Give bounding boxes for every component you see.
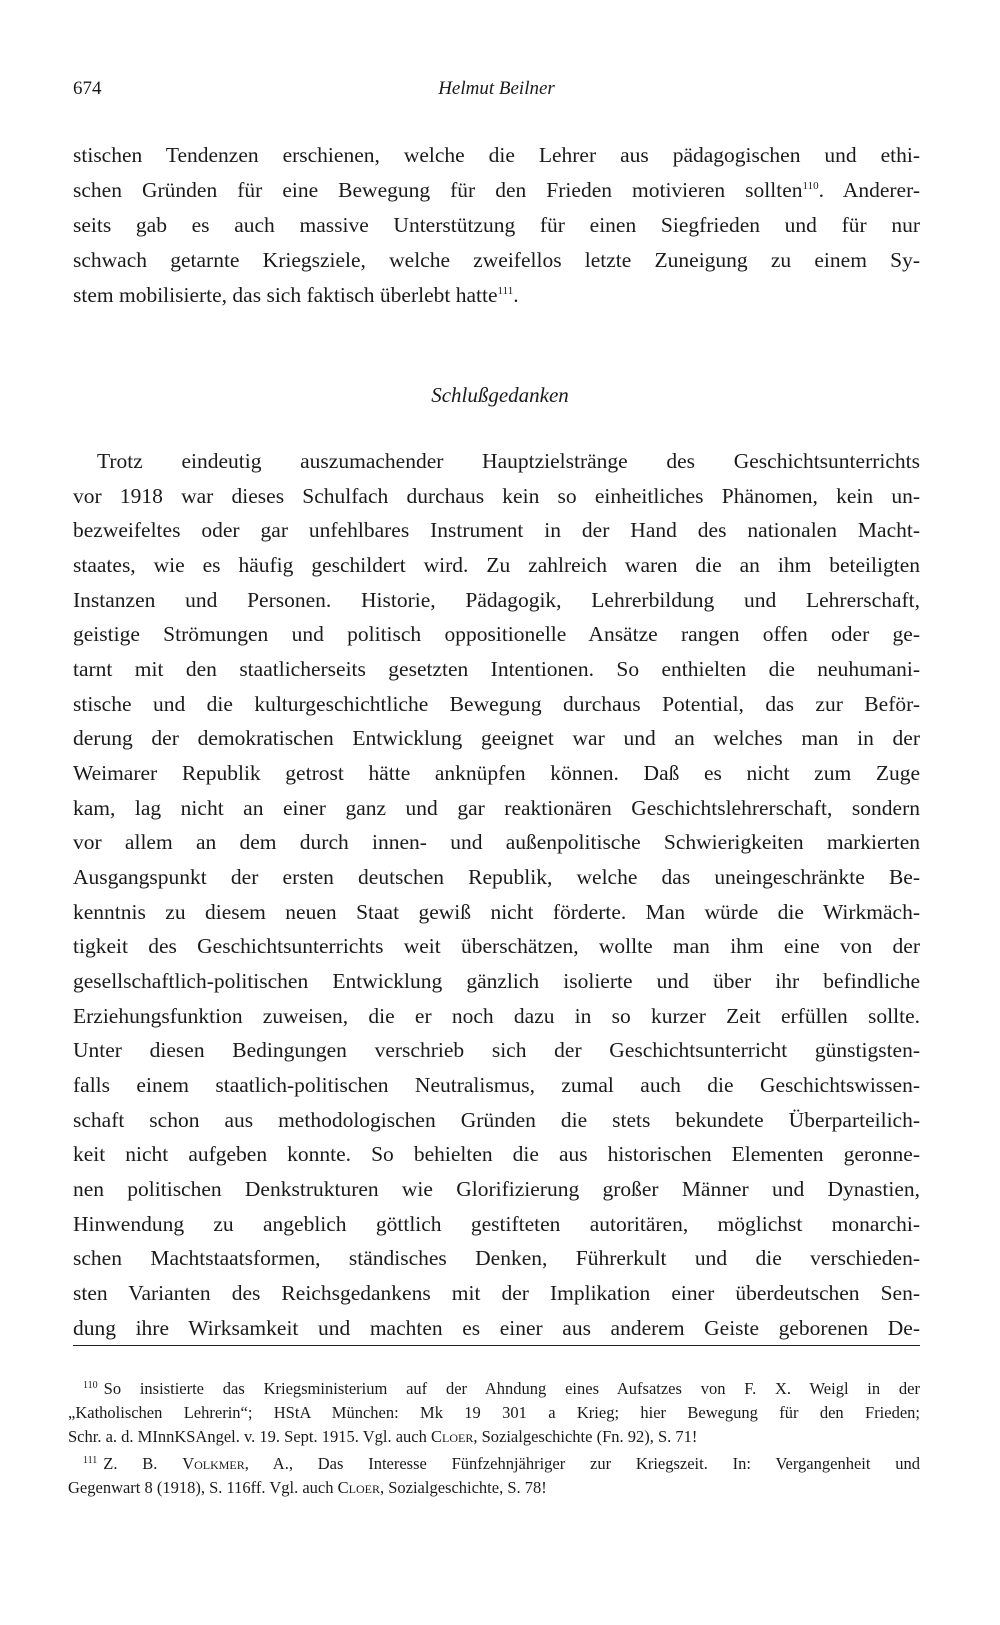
text-line: schwach getarnte Kriegsziele, welche zweifellos letzte Zuneigung zu einem Sy- [73,248,920,272]
text-line: seits gab es auch massive Unterstützung für einen Siegfrieden und für nur [73,213,920,237]
text-run: Schr. a. d. MInnKSAngel. v. 19. Sept. 1915. Vgl. auch [68,1427,431,1446]
text-line: schen Machtstaatsformen, ständisches Denken, Führerkult und die verschieden- [73,1246,920,1270]
text-line: tigkeit des Geschichtsunterrichts weit überschätzen, wollte man ihm eine von der [73,934,920,958]
text-line: vor allem an dem durch innen- und außenpolitische Schwierigkeiten markierten [73,830,920,854]
text-run: , Sozialgeschichte, S. 78! [379,1478,547,1497]
text-line: bezweifeltes oder gar unfehlbares Instrument in der Hand des nationalen Macht- [73,518,920,542]
author-name: Cloer [430,1427,474,1446]
text-run: , A., Das Interesse Fünfzehnjähriger zur Kriegszeit. In: Vergangenheit und [244,1454,920,1473]
text-line: gesellschaftlich-politischen Entwicklung gänzlich isolierte und über ihr befindliche [73,969,920,993]
text-line: tarnt mit den staatlicherseits gesetzten Intentionen. So enthielten die neuhumani- [73,657,920,681]
footnote-divider [73,1345,920,1346]
text-line: Erziehungsfunktion zuweisen, die er noch dazu in so kurzer Zeit erfüllen sollte. [73,1004,920,1028]
text-line: derung der demokratischen Entwicklung geeignet war und an welches man in der [73,726,920,750]
text-line: Instanzen und Personen. Historie, Pädagogik, Lehrerbildung und Lehrerschaft, [73,588,920,612]
text-run: So insistierte das Kriegsministerium auf der Ahndung eines Aufsatzes von F. X. Weigl in der [103,1379,920,1398]
author-name: Volkmer [182,1454,245,1473]
text-line: keit nicht aufgeben konnte. So behielten die aus historischen Elementen geronne- [73,1142,920,1166]
footnote-mark: 110 [83,1380,98,1391]
running-head-author: Helmut Beilner [438,78,555,99]
text-run: Gegenwart 8 (1918), S. 116ff. Vgl. auch [68,1478,338,1497]
text-line: Hinwendung zu angeblich göttlich gestifteten autoritären, möglichst monarchi- [73,1212,920,1236]
footnote-ref-110[interactable]: 110 [802,180,819,192]
text-line: dung ihre Wirksamkeit und machten es einer aus anderem Geiste geborenen De- [73,1316,920,1340]
text-line: Weimarer Republik getrost hätte anknüpfen können. Daß es nicht zum Zuge [73,761,920,785]
running-head [73,78,920,104]
footnote-line [68,1477,920,1499]
page-number: 674 [73,78,102,99]
text-line: vor 1918 war dieses Schulfach durchaus kein so einheitliches Phänomen, kein un- [73,484,920,508]
text-run: , Sozialgeschichte (Fn. 92), S. 71! [473,1427,698,1446]
text-line: nen politischen Denkstrukturen wie Glorifizierung großer Männer und Dynastien, [73,1177,920,1201]
footnote-line [83,1378,920,1400]
footnote-line: „Katholischen Lehrerin“; HStA München: Mk 19 301 a Krieg; hier Bewegung für den Frieden; [68,1403,920,1422]
text-line: schaft schon aus methodologischen Gründen die stets bekundete Überparteilich- [73,1108,920,1132]
text-line: geistige Strömungen und politisch oppositionelle Ansätze rangen offen oder ge- [73,622,920,646]
text-run: schen Gründen für eine Bewegung für den Frieden motivieren sollten [73,178,803,202]
footnote-ref-111[interactable]: 111 [497,285,514,297]
text-run: Z. B. [103,1454,183,1473]
text-line: Trotz eindeutig auszumachender Hauptzielstränge des Geschichtsunterrichts [97,449,920,473]
text-line: kam, lag nicht an einer ganz und gar reaktionären Geschichtslehrerschaft, sondern [73,796,920,820]
text-run: . Anderer- [818,178,920,202]
text-line: stischen Tendenzen erschienen, welche die Lehrer aus pädagogischen und ethi- [73,143,920,167]
footnote-line [68,1426,920,1448]
text-line: falls einem staatlich-politischen Neutralismus, zumal auch die Geschichtswissen- [73,1073,920,1097]
text-line: stische und die kulturgeschichtliche Bewegung durchaus Potential, das zur Beför- [73,692,920,716]
text-line: staates, wie es häufig geschildert wird. Zu zahlreich waren die an ihm beteiligten [73,553,920,577]
text-line [73,281,920,309]
text-line: sten Varianten des Reichsgedankens mit der Implikation einer überdeutschen Sen- [73,1281,920,1305]
author-name: Cloer [337,1478,380,1497]
footnote-line [83,1453,920,1475]
text-line [73,176,920,204]
text-line: kenntnis zu diesem neuen Staat gewiß nicht förderte. Man würde die Wirkmäch- [73,900,920,924]
text-run: . [513,283,519,307]
text-line: Ausgangspunkt der ersten deutschen Republik, welche das uneingeschränkte Be- [73,865,920,889]
text-run: stem mobilisierte, das sich faktisch überlebt hatte [73,283,498,307]
section-heading: Schlußgedanken [431,383,569,407]
text-line: Unter diesen Bedingungen verschrieb sich der Geschichtsunterricht günstigsten- [73,1038,920,1062]
footnote-mark: 111 [83,1455,98,1466]
